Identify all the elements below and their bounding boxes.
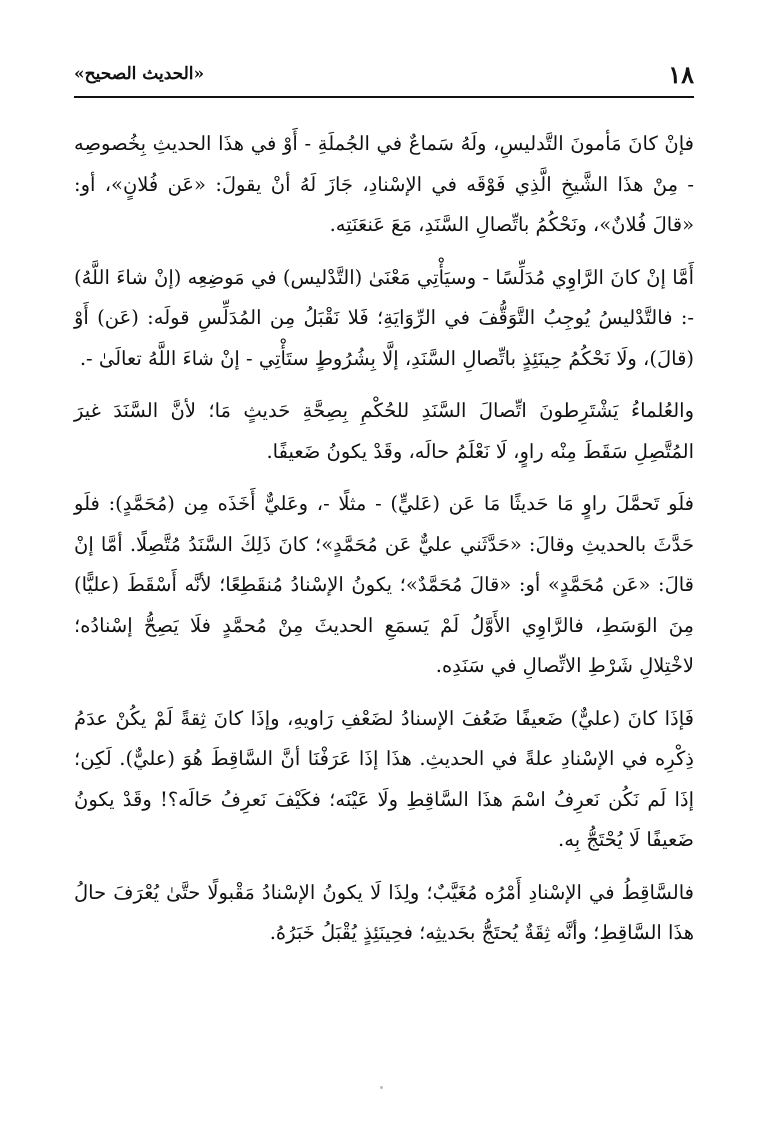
paragraph-4: فلَو تَحمَّلَ راوٍ مَا حَديثًا مَا عَن (عَليٍّ) - مثلًا -، وعَليٌّ أَخَذَه مِن (مُحَمَّدٍ): فلَو حَدَّثَ بالحديثِ وقالَ: «حَدَّثَني عليٌّ عَن مُحَمَّدٍ»؛ كانَ ذَلِكَ السَّنَدُ مُتَّصِلًا. أمَّا إنْ قالَ: «عَن مُحَمَّدٍ» أو: «قالَ مُحَمَّدٌ»؛ يكونُ الإسْنادُ مُنقَطِعًا؛ لأنَّه أَسْقَطَ (عليًّا) مِنَ الوَسَطِ، فالرَّاوِي الأَوَّلُ لَمْ يَسمَعِ الحديثَ مِنْ مُحمَّدٍ فلَا يَصِحُّ إسْنادُه؛ لاخْتِلالِ شَرْطِ الاتِّصالِ في سَنَدِه.: [74, 492, 694, 677]
scan-dot: [380, 1086, 383, 1089]
body-text: [74, 124, 694, 966]
page-header: [74, 52, 694, 98]
paragraph-1: فإنْ كانَ مَأمونَ التَّدليسِ، ولَهُ سَماعٌ في الجُملَةِ - أَوْ في هذَا الحديثِ بِخُصوصِه - مِنْ هذَا الشَّيخِ الَّذِي فَوْقَه في الإسْنادِ، جَازَ لَهُ أنْ يقولَ: «عَن فُلانٍ»، أو: «قالَ فُلانٌ»، ونَحْكُمُ باتِّصالِ السَّنَدِ، مَعَ عَنعَنَتِه.: [74, 132, 694, 236]
paragraph-5: فَإذَا كانَ (عليٌّ) ضَعيفًا ضَعُفَ الإسنادُ لضَعْفِ رَاويهِ، وإذَا كانَ ثِقةً لَمْ يكُنْ عدَمُ ذِكْرِه في الإسْنادِ علةً في الحديثِ. هذَا إذَا عَرَفْنَا أنَّ السَّاقِطَ هُوَ (عليٌّ). لَكِن؛ إذَا لَم نَكُن نَعرِفُ اسْمَ هذَا السَّاقِطِ ولَا عَيْنَه؛ فكَيْفَ نَعرِفُ حَالَه؟! وقَدْ يكونُ ضَعيفًا لَا يُحْتَجُّ بِه.: [74, 706, 694, 851]
page-number: ١٨: [668, 59, 694, 89]
running-title: «الحديث الصحيح»: [74, 64, 205, 84]
paragraph-3: والعُلماءُ يَشْتَرِطونَ اتِّصالَ السَّنَدِ للحُكْمِ بِصِحَّةِ حَديثٍ مَا؛ لأنَّ السَّنَدَ غيرَ المُتَّصِلِ سَقَطَ مِنْه راوٍ، لَا نَعْلَمُ حالَه، وقَدْ يكونُ ضَعيفًا.: [74, 399, 694, 463]
paragraph-6: فالسَّاقِطُ في الإسْنادِ أَمْرُه مُغَيَّبٌ؛ ولِذَا لَا يكونُ الإسْنادُ مَقْبولًا حتَّىٰ يُعْرَفَ حالُ هذَا السَّاقِطِ؛ وأنَّه ثِقَةٌ يُحتَجُّ بحَديثِه؛ فحِينَئِذٍ يُقْبَلُ خَبَرُهُ.: [74, 880, 694, 944]
paragraph-2: أَمَّا إنْ كانَ الرَّاوِي مُدَلِّسًا - وسيَأْتِي مَعْنَىٰ (التَّدْليس) في مَوضِعِه (إنْ شاءَ اللَّهُ) -: فالتَّدْليسُ يُوجِبُ التَّوَقُّفَ في الرِّوَايَةِ؛ فَلا نَقْبَلُ مِن المُدَلِّسِ قولَه: (عَن) أَوْ (قالَ)، ولَا نَحْكُمُ حِينَئِذٍ باتِّصالِ السَّنَدِ، إلَّا بِشُرُوطٍ ستَأْتِي - إنْ شاءَ اللَّهُ تعالَىٰ -.: [74, 265, 694, 370]
